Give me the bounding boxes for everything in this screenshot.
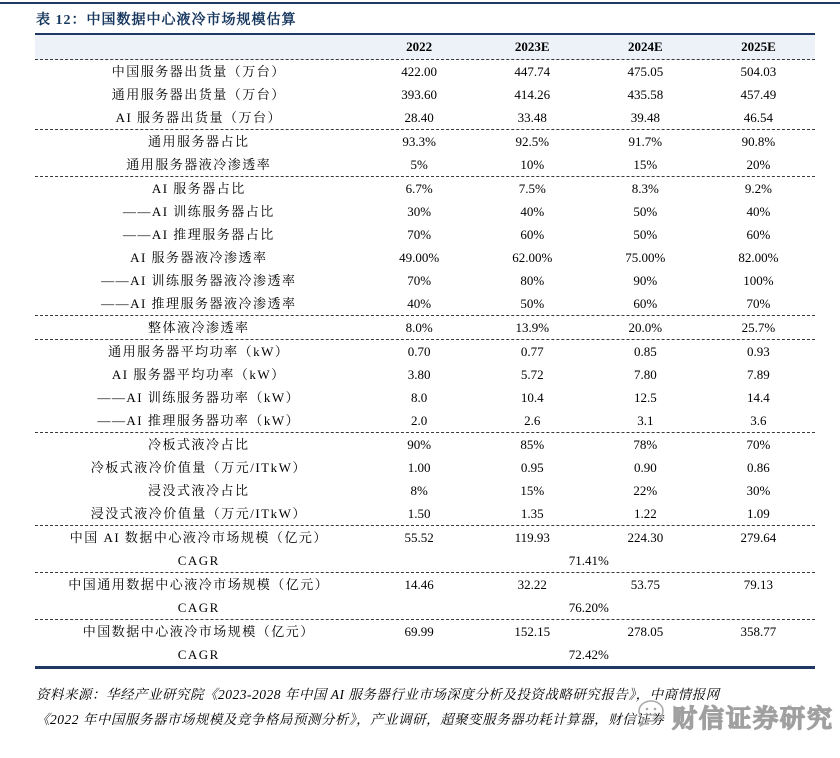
cell-value: 7.89 [747,367,770,382]
cell-value: 0.77 [520,344,544,359]
table-row [35,83,815,106]
cell-value: 3.80 [407,367,431,382]
cell-value: 32.22 [517,577,547,592]
column-header: 2024E [627,39,663,54]
cell-value: 49.00% [399,250,440,265]
row-label: 整体液冷渗透率 [148,320,250,335]
row-label: AI 服务器平均功率（kW） [111,367,286,382]
row-group [35,433,815,526]
cell-value: 1.50 [407,506,431,521]
cell-value: 10.4 [520,390,544,405]
cell-value: 78% [633,437,658,452]
cell-value: 358.77 [740,624,777,639]
table-row [35,573,815,596]
cell-value: 3.6 [750,413,767,428]
table-row [35,596,815,619]
row-label: ——AI 训练服务器占比 [122,204,275,219]
cagr-value: 72.42% [568,647,609,662]
table-title: 表 12：中国数据中心液冷市场规模估算 [36,13,297,28]
row-label: ——AI 训练服务器液冷渗透率 [101,273,297,288]
table-row [35,246,815,269]
cell-value: 2.6 [524,413,541,428]
cell-value: 70% [407,227,432,242]
row-label: 通用服务器平均功率（kW） [108,344,290,359]
header-spacer [35,35,363,59]
cell-value: 2.0 [411,413,428,428]
row-label: 浸没式液冷价值量（万元/ITkW） [90,506,307,521]
cell-value: 1.00 [407,460,431,475]
cell-value: 30% [407,204,432,219]
column-header: 2025E [741,39,776,54]
cell-value: 39.48 [630,110,660,125]
row-label: CAGR [177,647,220,662]
cell-value: 447.74 [514,64,551,79]
cell-value: 70% [746,296,771,311]
row-label: 通用服务器占比 [148,134,250,149]
row-label: 冷板式液冷占比 [148,437,250,452]
row-label: 中国通用数据中心液冷市场规模（亿元） [68,577,330,592]
cell-value: 90% [407,437,432,452]
cell-value: 393.60 [401,87,438,102]
cell-value: 5.72 [520,367,544,382]
cell-value: 40% [746,204,771,219]
cell-value: 5% [410,157,428,172]
cell-value: 8.0 [411,390,428,405]
table-row [35,177,815,200]
row-label: ——AI 训练服务器功率（kW） [97,390,301,405]
cell-value: 62.00% [512,250,553,265]
cell-value: 7.80 [633,367,657,382]
cell-value: 457.49 [740,87,777,102]
cell-value: 50% [520,296,545,311]
row-label: 通用服务器出货量（万台） [111,87,286,102]
table-header-row [35,33,815,60]
cell-value: 75.00% [625,250,666,265]
table-row [35,363,815,386]
row-label: 中国数据中心液冷市场规模（亿元） [82,624,315,639]
cell-value: 85% [520,437,545,452]
cell-value: 40% [407,296,432,311]
cell-value: 69.99 [404,624,434,639]
row-label: 中国 AI 数据中心液冷市场规模（亿元） [69,530,328,545]
cell-value: 7.5% [518,181,546,196]
cell-value: 119.93 [514,530,550,545]
table-row [35,502,815,525]
cell-value: 22% [633,483,658,498]
top-rule [0,2,840,4]
cell-value: 0.93 [747,344,770,359]
row-label: ——AI 推理服务器功率（kW） [97,413,301,428]
row-group [35,60,815,130]
cell-value: 20% [746,157,771,172]
cell-value: 8.3% [631,181,659,196]
cell-value: 15% [520,483,545,498]
table-row [35,386,815,409]
cell-value: 8% [410,483,428,498]
table-row [35,130,815,153]
cell-value: 435.58 [627,87,664,102]
cell-value: 9.2% [744,181,772,196]
cell-value: 504.03 [740,64,777,79]
row-label: 通用服务器液冷渗透率 [126,157,272,172]
row-label: 浸没式液冷占比 [148,483,250,498]
cell-value: 80% [520,273,545,288]
cell-value: 12.5 [633,390,657,405]
cell-value: 13.9% [515,320,550,335]
cagr-value: 71.41% [568,553,609,568]
row-group [35,316,815,340]
cell-value: 90.8% [741,134,776,149]
cell-value: 10% [520,157,545,172]
cell-value: 0.95 [520,460,544,475]
table-row [35,620,815,643]
cell-value: 92.5% [515,134,550,149]
column-header: 2023E [514,39,550,54]
cell-value: 279.64 [740,530,777,545]
table-row [35,292,815,315]
cell-value: 50% [633,227,658,242]
watermark-text: 财信证券研究 [671,704,834,733]
cell-value: 33.48 [517,110,547,125]
column-header: 2022 [406,39,433,54]
data-table [35,33,815,669]
cell-value: 93.3% [402,134,436,149]
cell-value: 422.00 [401,64,438,79]
table-row [35,549,815,572]
source-note-line2: 《2022 年中国服务器市场规模及竞争格局预测分析》，产业调研，超聚变服务器功耗计算器，财信证券 [36,712,665,727]
row-label: CAGR [177,600,220,615]
table-row [35,479,815,502]
cell-value: 55.52 [404,530,434,545]
table-row [35,340,815,363]
cell-value: 14.46 [404,577,434,592]
row-label: CAGR [177,553,220,568]
cell-value: 15% [633,157,658,172]
row-label: AI 服务器占比 [151,181,246,196]
table-row [35,456,815,479]
table-row [35,60,815,83]
table-row [35,153,815,176]
table-body [35,60,815,666]
row-group [35,177,815,316]
cell-value: 91.7% [628,134,663,149]
cell-value: 60% [746,227,771,242]
row-group [35,130,815,177]
cell-value: 0.86 [747,460,770,475]
watermark [632,698,834,735]
cell-value: 278.05 [627,624,664,639]
cell-value: 6.7% [405,181,433,196]
table-row [35,526,815,549]
row-label: ——AI 推理服务器占比 [122,227,275,242]
source-note-line1: 资料来源：华经产业研究院《2023-2028 年中国 AI 服务器行业市场深度分析及投资战略研究报告》，中商情报网 [36,687,720,702]
row-label: 中国服务器出货量（万台） [111,64,286,79]
cell-value: 0.90 [633,460,657,475]
row-group [35,573,815,620]
cell-value: 60% [520,227,545,242]
table-row [35,316,815,339]
cell-value: 70% [746,437,771,452]
table-row [35,200,815,223]
cagr-value: 76.20% [568,600,609,615]
cell-value: 60% [633,296,658,311]
cell-value: 8.0% [405,320,433,335]
cell-value: 20.0% [628,320,663,335]
chat-bubble-smiley-icon [632,698,670,735]
cell-value: 82.00% [738,250,779,265]
cell-value: 414.26 [514,87,551,102]
table-row [35,223,815,246]
row-group [35,620,815,666]
cell-value: 0.85 [633,344,657,359]
row-group [35,526,815,573]
row-label: AI 服务器出货量（万台） [115,110,283,125]
cell-value: 14.4 [747,390,770,405]
cell-value: 0.70 [407,344,431,359]
cell-value: 90% [633,273,658,288]
cell-value: 1.35 [520,506,544,521]
cell-value: 1.22 [633,506,657,521]
table-row [35,269,815,292]
cell-value: 152.15 [514,624,551,639]
row-label: AI 服务器液冷渗透率 [130,250,268,265]
cell-value: 475.05 [627,64,664,79]
cell-value: 40% [520,204,545,219]
cell-value: 46.54 [743,110,774,125]
cell-value: 224.30 [627,530,664,545]
row-label: ——AI 推理服务器液冷渗透率 [101,296,297,311]
cell-value: 28.40 [404,110,434,125]
cell-value: 1.09 [747,506,770,521]
cell-value: 30% [746,483,771,498]
table-row [35,409,815,432]
cell-value: 79.13 [743,577,774,592]
row-group [35,340,815,433]
table-row [35,643,815,666]
cell-value: 25.7% [741,320,776,335]
cell-value: 100% [743,273,774,288]
cell-value: 3.1 [637,413,654,428]
cell-value: 70% [407,273,432,288]
cell-value: 50% [633,204,658,219]
row-label: 冷板式液冷价值量（万元/ITkW） [90,460,307,475]
table-row [35,433,815,456]
cell-value: 53.75 [630,577,660,592]
table-row [35,106,815,129]
